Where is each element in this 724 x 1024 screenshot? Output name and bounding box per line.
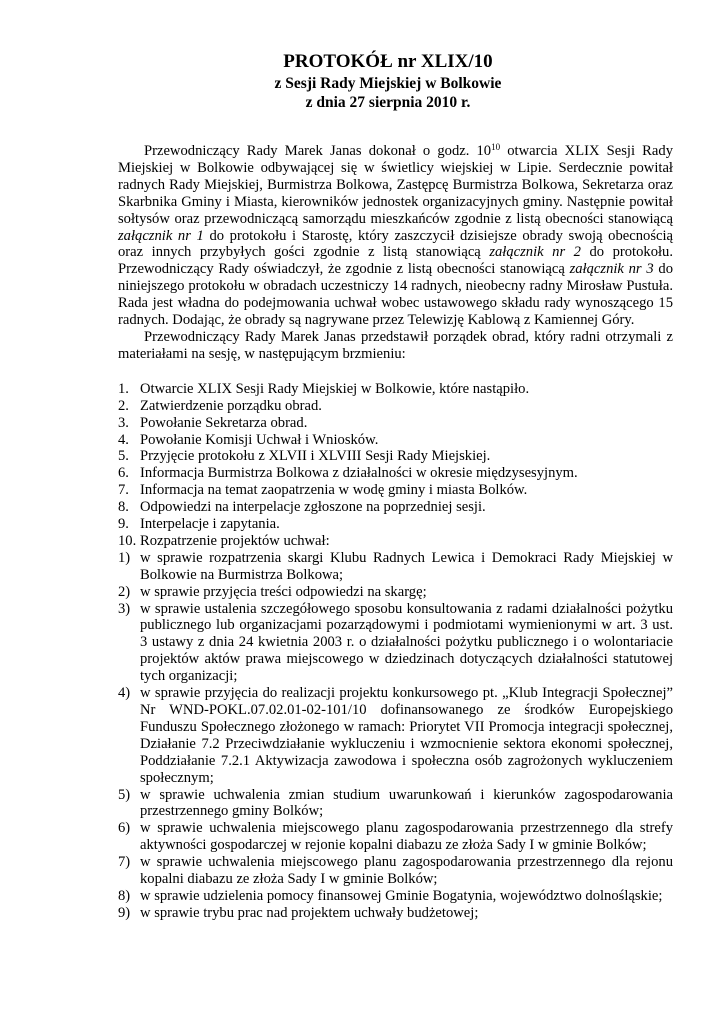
intro-text-a: Przewodniczący Rady Marek Janas dokonał o godz. 10 bbox=[144, 143, 492, 159]
agenda-item bbox=[118, 381, 673, 398]
agenda-item-text: Powołanie Komisji Uchwał i Wniosków. bbox=[140, 431, 379, 448]
resolution-item-text: w sprawie rozpatrzenia skargi Klubu Radnych Lewica i Demokraci Rady Miejskiej w Bolkowie na Burmistrza Bolkowa; bbox=[140, 549, 673, 583]
document-date: z dnia 27 sierpnia 2010 r. bbox=[305, 94, 471, 111]
resolution-item-text: w sprawie uchwalenia zmian studium uwarunkowań i kierunków zagospodarowania przestrzennego gminy Bolków; bbox=[140, 786, 673, 820]
resolution-item bbox=[118, 550, 673, 584]
resolution-item-number: 5) bbox=[118, 786, 131, 803]
agenda-items bbox=[118, 381, 673, 550]
agenda-list bbox=[118, 381, 673, 922]
intro-text-e: do niniejszego protokołu w obradach uczestniczy 14 radnych, nieobecny radny Mirosław Pustuła. Rada jest władna do podejmowania uchwał wobec ustawowego składu rady wynoszącego 15 radnych. Dodając, że obrady są nagrywane przez Telewizję Kablową z Kamiennej Góry. bbox=[118, 261, 673, 329]
resolution-item bbox=[118, 888, 673, 905]
resolution-item-text: w sprawie ustalenia szczegółowego sposobu konsultowania z radami działalności pożytku publicznego lub organizacjami pozarządowymi i podmiotami wymienionymi w art. 3 ust. 3 ustawy z dnia 24 kwietnia 2003 r. o działalności pożytku publicznego i o wolontariacie projektów aktów prawa miejscowego w dziedzinach dotyczących działalności statutowej tych organizacji; bbox=[140, 600, 673, 685]
agenda-intro-paragraph: Przewodniczący Rady Marek Janas przedstawił porządek obrad, który radni otrzymali z materiałami na sesję, w następującym brzmieniu: bbox=[118, 328, 673, 362]
agenda-item-number: 6. bbox=[118, 465, 129, 482]
hour-superscript: 10 bbox=[491, 142, 501, 152]
agenda-item-text: Informacja Burmistrza Bolkowa z działalności w okresie międzysesyjnym. bbox=[140, 465, 578, 482]
agenda-item-text: Otwarcie XLIX Sesji Rady Miejskiej w Bolkowie, które nastąpiło. bbox=[140, 380, 530, 397]
attachment-2-ref: załącznik nr 2 bbox=[489, 244, 581, 261]
agenda-item-number: 10. bbox=[118, 532, 137, 549]
agenda-item-number: 3. bbox=[118, 414, 129, 431]
resolution-item-number: 1) bbox=[118, 549, 131, 566]
agenda-item bbox=[118, 499, 673, 516]
document-header bbox=[0, 50, 724, 112]
resolution-item bbox=[118, 787, 673, 821]
intro-text-b: otwarcia XLIX Sesji Rady Miejskiej w Bolkowie odbywającej się w świetlicy wiejskiej w Lipie. Serdecznie powitał radnych Rady Miejskiej, Burmistrza Bolkowa, Zastępcę Burmistrza Bolkowa, Sekretarza oraz Skarbnika Gminy i Miasta, kierowników jednostek organizacyjnych gminy. Następnie powitał sołtysów oraz przewodniczącą samorządu mieszkańców zgodnie z listą obecności stanowiącą bbox=[118, 143, 673, 227]
agenda-item-number: 9. bbox=[118, 516, 129, 533]
resolution-item-number: 4) bbox=[118, 685, 131, 702]
resolution-item-number: 2) bbox=[118, 583, 131, 600]
resolution-item-text: w sprawie uchwalenia miejscowego planu zagospodarowania przestrzennego dla rejonu kopalni diabazu ze złoża Sady I w gminie Bolków; bbox=[140, 854, 673, 888]
attachment-3-ref: załącznik nr 3 bbox=[569, 261, 654, 278]
resolution-item-number: 7) bbox=[118, 854, 131, 871]
resolution-item-text: w sprawie udzielenia pomocy finansowej Gminie Bogatynia, województwo dolnośląskie; bbox=[140, 887, 663, 904]
agenda-item-text: Rozpatrzenie projektów uchwał: bbox=[140, 532, 330, 549]
agenda-item bbox=[118, 432, 673, 449]
resolution-item-text: w sprawie przyjęcia do realizacji projektu konkursowego pt. „Klub Integracji Społecznej” Nr WND-POKL.07.02.01-02-101/10 dofinansowanego ze środków Europejskiego Funduszu Społecznego złożonego w ramach: Priorytet VII Promocja integracji społecznej, Działanie 7.2 Przeciwdziałanie wykluczeniu i wzmocnienie sektora ekonomi społecznej, Poddziałanie 7.2.1 Aktywizacja zawodowa i społeczna osób zagrożonych wykluczeniem społecznym; bbox=[140, 685, 673, 786]
agenda-item-text: Interpelacje i zapytania. bbox=[140, 516, 280, 533]
resolution-items bbox=[118, 550, 673, 922]
agenda-item-text: Zatwierdzenie porządku obrad. bbox=[140, 397, 322, 414]
agenda-item bbox=[118, 398, 673, 415]
resolution-item-number: 3) bbox=[118, 600, 131, 617]
document-subtitle: z Sesji Rady Miejskiej w Bolkowie bbox=[274, 75, 502, 92]
resolution-item-text: w sprawie przyjęcia treści odpowiedzi na skargę; bbox=[140, 583, 427, 600]
agenda-item-text: Informacja na temat zaopatrzenia w wodę gminy i miasta Bolków. bbox=[140, 482, 528, 499]
agenda-item bbox=[118, 465, 673, 482]
attachment-1-ref: załącznik nr 1 bbox=[118, 227, 204, 244]
agenda-item bbox=[118, 516, 673, 533]
agenda-item-text: Odpowiedzi na interpelacje zgłoszone na poprzedniej sesji. bbox=[140, 499, 486, 516]
agenda-item-text: Powołanie Sekretarza obrad. bbox=[140, 414, 308, 431]
resolution-item bbox=[118, 820, 673, 854]
resolution-item-number: 9) bbox=[118, 904, 131, 921]
agenda-item-number: 2. bbox=[118, 397, 129, 414]
agenda-item-number: 8. bbox=[118, 499, 129, 516]
resolution-item bbox=[118, 854, 673, 888]
resolution-item bbox=[118, 905, 673, 922]
intro-paragraph bbox=[118, 143, 673, 329]
agenda-item bbox=[118, 482, 673, 499]
document-body bbox=[118, 143, 673, 922]
resolution-item-text: w sprawie uchwalenia miejscowego planu zagospodarowania przestrzennego dla strefy aktywności gospodarczej w rejonie kopalni diabazu ze złoża Sady I w gminie Bolków; bbox=[140, 820, 673, 854]
agenda-item-number: 4. bbox=[118, 431, 129, 448]
resolution-item-number: 6) bbox=[118, 820, 131, 837]
agenda-item-number: 5. bbox=[118, 448, 129, 465]
agenda-item bbox=[118, 415, 673, 432]
resolution-item bbox=[118, 601, 673, 686]
resolution-item bbox=[118, 584, 673, 601]
agenda-item-number: 7. bbox=[118, 482, 129, 499]
agenda-item-number: 1. bbox=[118, 380, 129, 397]
agenda-item bbox=[118, 448, 673, 465]
agenda-item-text: Przyjęcie protokołu z XLVII i XLVIII Sesji Rady Miejskiej. bbox=[140, 448, 491, 465]
resolution-item-text: w sprawie trybu prac nad projektem uchwały budżetowej; bbox=[140, 904, 479, 921]
document-title: PROTOKÓŁ nr XLIX/10 bbox=[283, 51, 493, 72]
agenda-item bbox=[118, 533, 673, 550]
resolution-item-number: 8) bbox=[118, 887, 131, 904]
intro-text-c: do protokołu i Starostę, który zaszczycił dzisiejsze obrady swoją obecnością oraz innych przybyłych gości zgodnie z listą stanowiącą bbox=[118, 227, 674, 261]
intro-text-d: do protokołu. Przewodniczący Rady oświadczył, że zgodnie z listą obecności stanowiącą bbox=[118, 244, 673, 278]
resolution-item bbox=[118, 685, 673, 786]
